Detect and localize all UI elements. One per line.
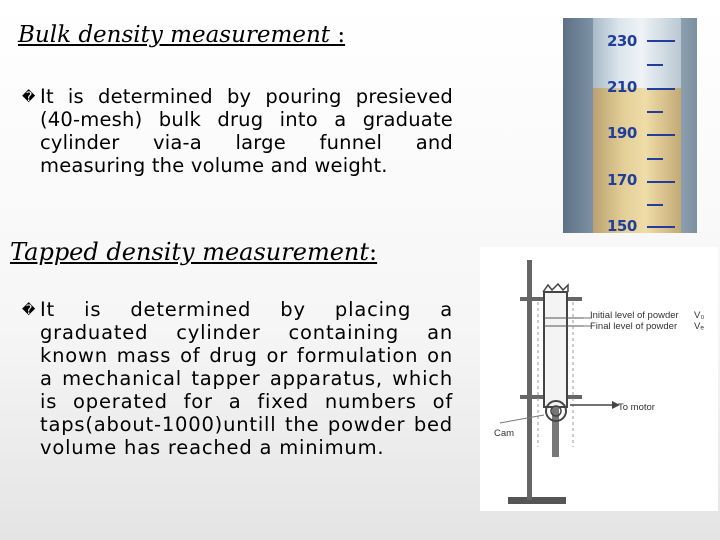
scale-tick [647,88,675,90]
final-level-label: Final level of powder [590,321,678,332]
tapped-density-heading-colon: : [369,238,378,266]
tapper-drawing [480,247,718,511]
cam-label: Cam [494,428,515,439]
graduated-cylinder [544,292,567,407]
scale-tick [647,40,675,42]
initial-level-label: Initial level of powder [590,310,679,321]
bullet-icon: � [22,90,36,105]
scale-label: 210 [607,78,637,96]
scale-tick [647,134,675,136]
tapped-density-heading [10,238,377,266]
bulk-density-description: It is determined by pouring presieved (40-mesh) bulk drug into a graduate cylinder via-a large funnel and measuring the volume and weight. [40,85,453,177]
scale-label: 170 [607,171,637,189]
scale-label: 190 [607,124,637,142]
scale-tick [647,204,663,206]
scale-tick [647,226,675,228]
scale-tick [647,64,663,66]
bullet-icon: � [22,303,36,318]
stand-rod [527,260,532,500]
initial-volume-symbol: V₀ [694,310,705,321]
tapped-density-heading-text: Tapped density measurement [10,238,370,266]
graduated-cylinder-photo [563,18,697,233]
powder-bed [593,88,681,233]
cylinder-lip [543,284,568,292]
final-volume-symbol: Vₑ [694,321,704,332]
bulk-density-heading-text: Bulk density measurement [18,22,331,48]
scale-tick [647,111,663,113]
apparatus-base [508,497,566,504]
scale-tick [647,181,675,183]
bulk-density-heading [18,22,345,48]
tapper-apparatus-diagram [480,247,718,511]
bulk-density-heading-colon: : [330,22,346,48]
scale-label: 150 [607,217,637,233]
to-motor-label: To motor [618,402,655,413]
scale-tick [647,158,663,160]
cam-leader [500,415,544,423]
tapped-density-description: It is determined by placing a graduated cylinder containing an known mass of drug or formulation on a mechanical tapper apparatus, which is operated for a fixed numbers of taps(about-1000)untill the powder bed volume has reached a minimum. [40,298,453,459]
scale-label: 230 [607,32,637,50]
